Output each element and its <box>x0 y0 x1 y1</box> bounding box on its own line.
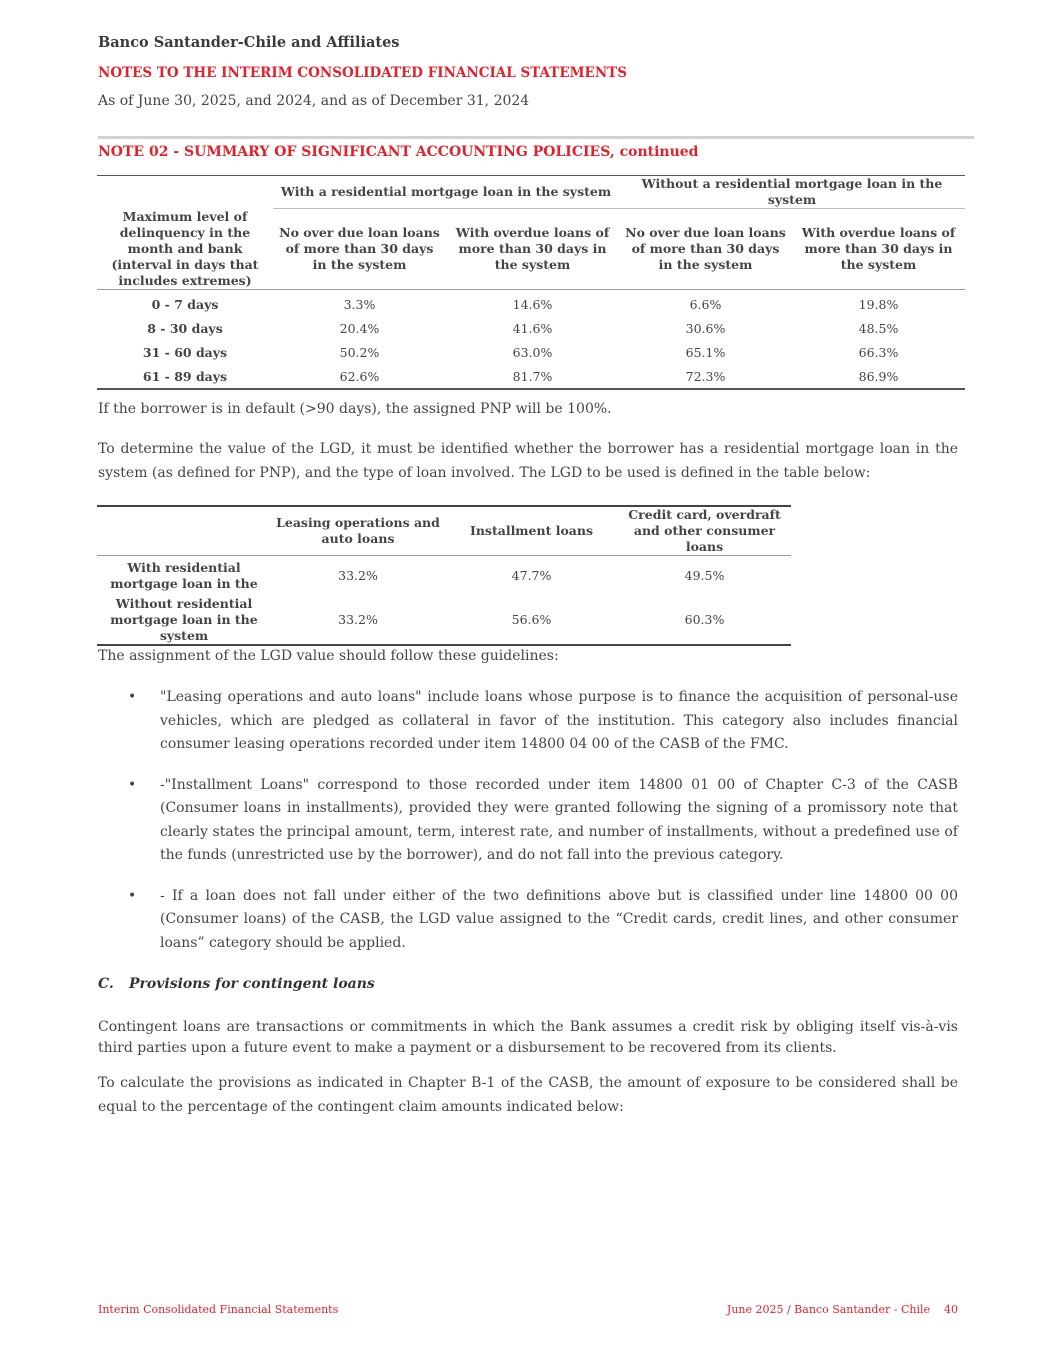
pnp-col-3: No over due loan loans of more than 30 days in the system <box>619 209 792 290</box>
assignment-paragraph: The assignment of the LGD value should follow these guidelines: <box>98 648 559 664</box>
table-cell: 3.3% <box>343 296 376 312</box>
list-item-text: -"Installment Loans" correspond to those recorded under item 14800 01 00 of Chapter C-3 of the CASB (Consumer loans in installments), provided they were granted following the signing of a promissory note that clearly states the principal amount, term, interest rate, and number of installments, without a predefined use of the funds (unrestricted use by the borrower), and do not fall into the previous category. <box>160 776 958 863</box>
table-row <box>97 316 965 340</box>
footer-right-text: June 2025 / Banco Santander - Chile <box>726 1303 930 1316</box>
section-title: Provisions for contingent loans <box>129 976 375 992</box>
pnp-col-1: No over due loan loans of more than 30 days in the system <box>273 209 446 290</box>
table-cell: 20.4% <box>339 320 380 336</box>
table-cell: 33.2% <box>271 596 445 645</box>
table-row <box>97 364 965 389</box>
table-cell: 48.5% <box>858 320 899 336</box>
pnp-group-without-mortgage: Without a residential mortgage loan in the system <box>619 176 965 209</box>
list-item-text: "Leasing operations and auto loans" include loans whose purpose is to finance the acquisition of personal-use vehicles, which are pledged as collateral in favor of the institution. This category also includes financial consumer leasing operations recorded under item 14800 04 00 of the CASB of the FMC. <box>160 689 958 752</box>
list-item <box>98 885 958 956</box>
section-c-heading <box>98 976 375 992</box>
section-letter: C. <box>98 976 114 992</box>
lgd-col-2: Installment loans <box>445 506 618 556</box>
table-cell: 66.3% <box>858 344 899 360</box>
notes-title: NOTES TO THE INTERIM CONSOLIDATED FINANCIAL STATEMENTS <box>98 65 627 81</box>
lgd-paragraph: To determine the value of the LGD, it must be identified whether the borrower has a residential mortgage loan in the system (as defined for PNP), and the type of loan involved. The LGD to be used is defined in the table below: <box>98 441 958 481</box>
table-cell: 63.0% <box>512 344 553 360</box>
list-item-text: - If a loan does not fall under either of the two definitions above but is classified under line 14800 00 00 (Consumer loans) of the CASB, the LGD value assigned to the “Credit cards, credit lines, and other consumer loans” category should be applied. <box>160 887 958 951</box>
bullet-icon: • <box>128 776 137 793</box>
list-item <box>98 774 958 868</box>
company-name: Banco Santander-Chile and Affiliates <box>98 34 400 51</box>
table-row <box>97 556 791 597</box>
row-label: 8 - 30 days <box>147 320 223 336</box>
table-cell: 30.6% <box>685 320 726 336</box>
contingent-paragraph: Contingent loans are transactions or commitments in which the Bank assumes a credit risk by obliging itself vis-à-vis third parties upon a future event to make a payment or a disbursement to be recovered from its clients. <box>98 1019 958 1056</box>
bullet-icon: • <box>128 689 137 705</box>
table-cell: 81.7% <box>446 364 619 389</box>
pnp-col-2: With overdue loans of more than 30 days in the system <box>446 209 619 290</box>
footer-left: Interim Consolidated Financial Statements <box>98 1303 339 1316</box>
guideline-list <box>98 686 958 972</box>
list-item <box>98 686 958 757</box>
lgd-corner-cell <box>97 506 271 556</box>
table-cell: 41.6% <box>512 320 553 336</box>
table-cell: 62.6% <box>273 364 446 389</box>
row-label: Without residential mortgage loan in the system <box>97 596 271 645</box>
table-row <box>97 290 965 317</box>
pnp-row-header: Maximum level of delinquency in the month and bank (interval in days that includes extremes) <box>97 176 273 290</box>
calculation-paragraph: To calculate the provisions as indicated in Chapter B-1 of the CASB, the amount of exposure to be considered shall be equal to the percentage of the contingent claim amounts indicated below: <box>98 1075 958 1115</box>
table-cell: 49.5% <box>684 568 725 583</box>
table-cell: 6.6% <box>689 296 722 312</box>
table-cell: 86.9% <box>792 364 965 389</box>
page-number: 40 <box>944 1303 958 1316</box>
table-cell: 19.8% <box>858 296 899 312</box>
row-label: With residential mortgage loan in the <box>110 560 258 591</box>
table-cell: 47.7% <box>511 568 552 583</box>
lgd-col-1: Leasing operations and auto loans <box>271 506 445 556</box>
table-cell: 33.2% <box>338 568 378 583</box>
default-paragraph: If the borrower is in default (>90 days), the assigned PNP will be 100%. <box>98 401 612 417</box>
pnp-group-header-row <box>97 176 965 209</box>
bullet-icon: • <box>128 887 137 904</box>
table-cell: 14.6% <box>512 296 553 312</box>
row-label: 61 - 89 days <box>97 364 273 389</box>
table-cell: 65.1% <box>685 344 726 360</box>
lgd-col-3: Credit card, overdraft and other consumer loans <box>618 506 791 556</box>
table-row <box>97 596 791 645</box>
footer-right <box>727 1303 958 1316</box>
as-of-date: As of June 30, 2025, and 2024, and as of December 31, 2024 <box>98 93 530 109</box>
header-divider <box>98 136 974 139</box>
table-cell: 50.2% <box>339 344 380 360</box>
table-cell: 60.3% <box>618 596 791 645</box>
table-cell: 72.3% <box>619 364 792 389</box>
row-label: 31 - 60 days <box>142 344 228 360</box>
pnp-col-4: With overdue loans of more than 30 days in the system <box>792 209 965 290</box>
lgd-header-row <box>97 506 791 556</box>
table-cell: 56.6% <box>445 596 618 645</box>
table-row <box>97 340 965 364</box>
pnp-group-with-mortgage: With a residential mortgage loan in the system <box>273 176 619 209</box>
lgd-table <box>97 505 791 646</box>
note-heading: NOTE 02 - SUMMARY OF SIGNIFICANT ACCOUNTING POLICIES, continued <box>98 144 699 160</box>
pnp-table <box>97 175 965 390</box>
row-label: 0 - 7 days <box>151 296 219 312</box>
